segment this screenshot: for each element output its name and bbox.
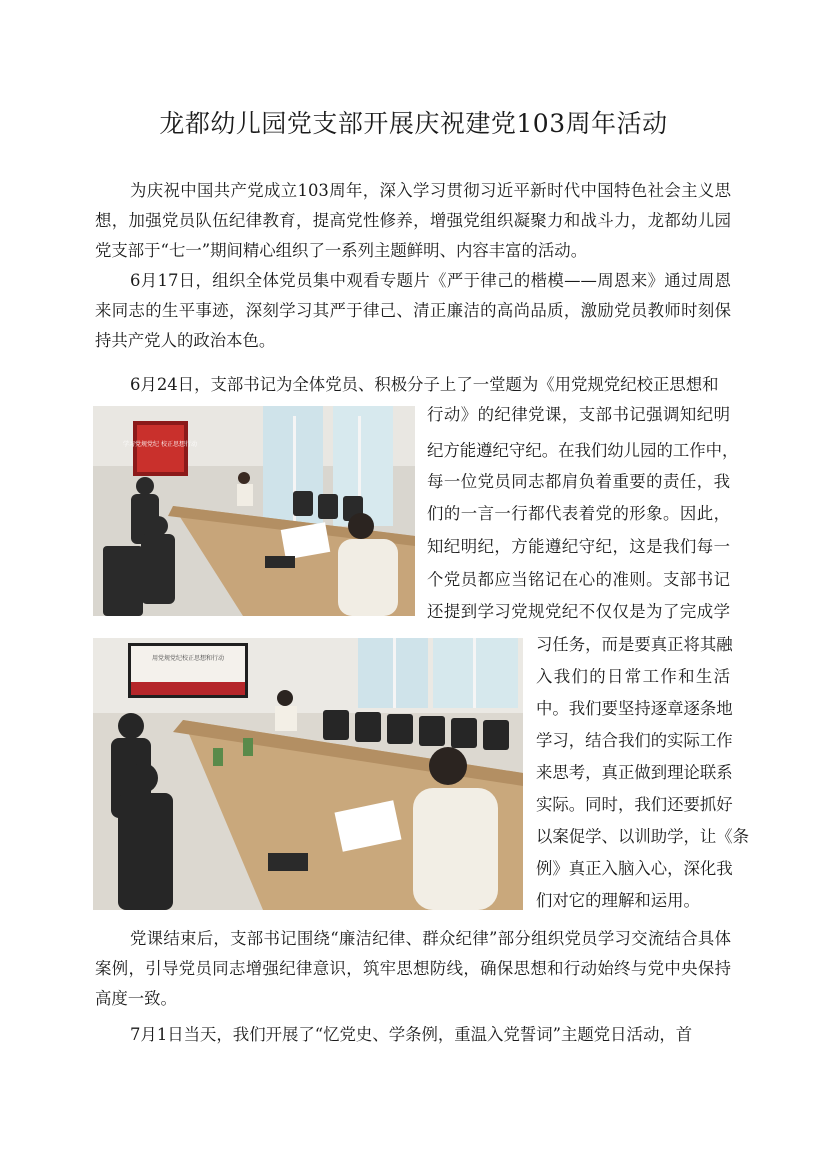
paragraph-june24-line: 实际。同时，我们还要抓好 <box>536 795 733 814</box>
paragraph-june24-line: 入我们的日常工作和生活 <box>536 667 730 686</box>
paragraph-june24-line: 例》真正入脑入心，深化我 <box>536 859 733 878</box>
paragraph-after-lecture: 党课结束后，支部书记围绕“廉洁纪律、群众纪律”部分组织党员学习交流结合具体案例，引导党员同志增强纪律意识，筑牢思想防线，确保思想和行动始终与党中央保持高度一致。 <box>95 929 731 1008</box>
page-title: 龙都幼儿园党支部开展庆祝建党103周年活动 <box>159 109 668 138</box>
paragraph-july1: 7月1日当天，我们开展了“忆党史、学条例，重温入党誓词”主题党日活动，首 <box>130 1025 693 1044</box>
paragraph-june24-line: 习任务，而是要真正将其融 <box>536 635 733 654</box>
paragraph-june24-line: 行动》的纪律党课，支部书记强调知纪明 <box>427 405 730 424</box>
paragraph-june24-first-line: 6月24日，支部书记为全体党员、积极分子上了一堂题为《用党规党纪校正思想和 <box>130 375 719 394</box>
paragraph-june24-line: 们的一言一行都代表着党的形象。因此， <box>427 504 730 523</box>
paragraph-june24-line: 来思考，真正做到理论联系 <box>536 763 733 782</box>
paragraph-intro: 为庆祝中国共产党成立103周年，深入学习贯彻习近平新时代中国特色社会主义思想，加强党员队伍纪律教育，提高党性修养，增强党组织凝聚力和战斗力，龙都幼儿园党支部于“七一”期间精心组织了一系列主题鲜明、内容丰富的活动。 <box>95 181 731 260</box>
paragraph-june24-line: 学习，结合我们的实际工作 <box>536 731 733 750</box>
paragraph-june17: 6月17日，组织全体党员集中观看专题片《严于律己的楷模——周恩来》通过周恩来同志的生平事迹，深刻学习其严于律己、清正廉洁的高尚品质，激励党员教师时刻保持共产党人的政治本色。 <box>95 271 731 350</box>
paragraph-june24-line: 个党员都应当铭记在心的准则。支部书记 <box>427 570 730 589</box>
meeting-photo-2 <box>93 638 523 910</box>
paragraph-june24-line: 还提到学习党规党纪不仅仅是为了完成学 <box>427 602 730 621</box>
paragraph-june24-line: 中。我们要坚持逐章逐条地 <box>536 699 733 718</box>
screen-text-2: 用党规党纪校正思想和行动 <box>151 655 225 662</box>
paragraph-june24-line: 以案促学、以训助学，让《条 <box>536 827 750 846</box>
paragraph-june24-line: 纪方能遵纪守纪。在我们幼儿园的工作中， <box>427 441 739 460</box>
paragraph-june24-line: 们对它的理解和运用。 <box>536 891 700 910</box>
screen-text-1: 学习党规党纪 校正思想行动 <box>123 441 197 448</box>
paragraph-june24-line: 知纪明纪，方能遵纪守纪，这是我们每一 <box>427 537 730 556</box>
meeting-photo-1 <box>93 406 415 616</box>
paragraph-june24-line: 每一位党员同志都肩负着重要的责任，我 <box>427 472 730 491</box>
